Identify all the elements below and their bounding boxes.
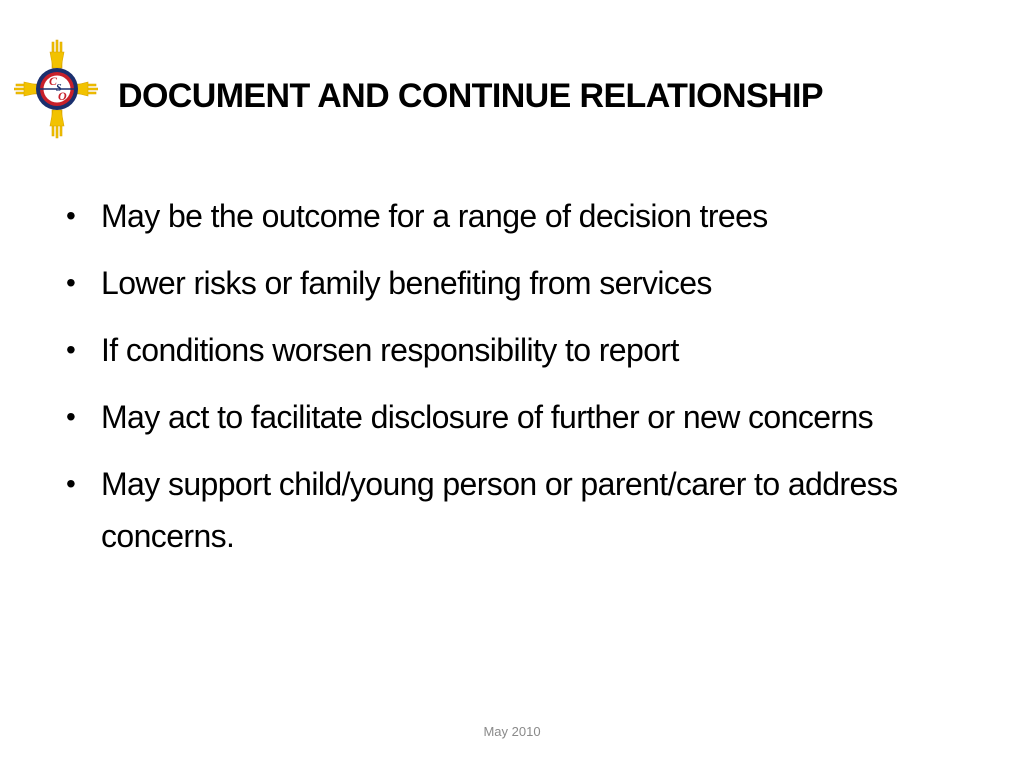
logo-ray-top [50,40,64,68]
bullet-item [56,391,956,443]
bullet-text: May act to facilitate disclosure of further or new concerns [101,399,874,435]
bullet-dot-icon: • [66,267,76,298]
bullet-dot-icon: • [66,468,76,499]
bullet-text: May be the outcome for a range of decision trees [101,198,768,234]
bullet-dot-icon: • [66,334,76,365]
bullet-list [56,190,956,577]
bullet-dot-icon: • [66,401,76,432]
cso-zia-sun-logo-icon [14,38,98,140]
logo-letter-s: S [56,83,62,94]
logo-letter-c: C [49,74,58,88]
bullet-item [56,458,956,562]
bullet-text: If conditions worsen responsibility to report [101,332,679,368]
bullet-dot-icon: • [66,200,76,231]
bullet-text: May support child/young person or parent/carer to address concerns. [101,466,898,554]
footer-date: May 2010 [483,724,541,739]
bullet-item [56,257,956,309]
logo-ray-left [14,82,38,96]
logo-ray-bottom [50,110,64,138]
bullet-text: Lower risks or family benefiting from services [101,265,712,301]
bullet-item [56,190,956,242]
slide-title: DOCUMENT AND CONTINUE RELATIONSHIP [118,77,823,115]
logo-letter-o: O [58,89,67,103]
bullet-item [56,324,956,376]
logo-ray-right [76,82,98,96]
